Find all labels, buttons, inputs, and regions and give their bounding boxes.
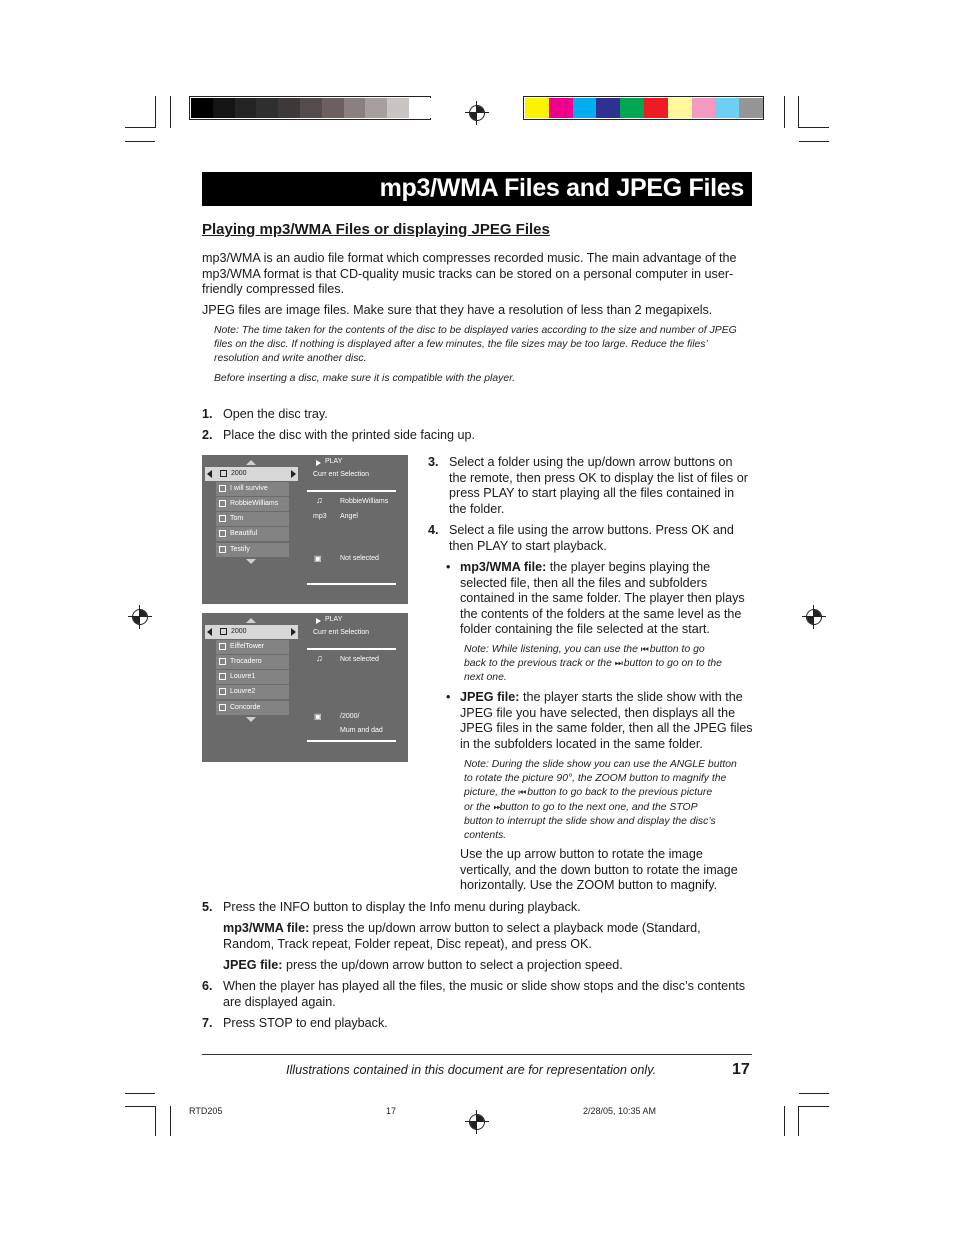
music-note-icon <box>219 515 226 522</box>
jpeg-paragraph: JPEG files are image files. Make sure that they have a resolution of less than 2 megapixels. <box>202 303 713 317</box>
list-item[interactable]: Beautiful <box>216 527 289 541</box>
list-item[interactable]: Testify <box>216 543 289 557</box>
photo-icon <box>219 643 226 650</box>
slug-date: 2/28/05, 10:35 AM <box>583 1106 657 1116</box>
color-swatch <box>715 98 739 118</box>
footer-divider <box>202 1054 752 1055</box>
divider <box>307 583 396 585</box>
color-swatch <box>191 98 213 118</box>
arrow-down-icon <box>246 717 256 722</box>
slug-model: RTD205 <box>189 1106 223 1116</box>
photo-icon <box>219 688 226 695</box>
next-track-icon: ⏭ <box>614 659 621 670</box>
color-calibration-bar <box>523 96 764 120</box>
list-item[interactable]: I will survive <box>216 482 289 496</box>
color-swatch <box>739 98 763 118</box>
music-browser-screen: 2000 I will survive RobbieWilliams Tom Beautiful Testify PLAY Curr ent Selection ♫ RobbieWilliams mp3 Angel ▣ Not selected <box>202 455 408 604</box>
color-swatch <box>365 98 387 118</box>
color-swatch <box>620 98 644 118</box>
color-swatch <box>596 98 620 118</box>
folder-row[interactable]: 2000 <box>205 625 298 639</box>
arrow-left-icon <box>207 470 212 478</box>
section-heading: Playing mp3/WMA Files or displaying JPEG Files <box>202 221 550 238</box>
folder-icon <box>219 500 226 507</box>
next-track-icon: ⏭ <box>493 802 500 813</box>
color-swatch <box>278 98 300 118</box>
previous-track-icon: ⏮ <box>640 645 647 655</box>
step-3: 3. Select a folder using the up/down arrow buttons on the remote, then press OK to display the list of files or press PLAY to start playing all the files contained in the folder. <box>428 455 748 516</box>
folder-icon <box>220 470 227 477</box>
note-compatibility: Before inserting a disc, make sure it is compatible with the player. <box>214 373 516 384</box>
step-6: 6. When the player has played all the files, the music or slide show stops and the disc’s contents are displayed again. <box>202 979 745 1009</box>
music-note-icon: ♫ <box>316 495 323 505</box>
registration-mark-icon <box>802 605 826 629</box>
music-note-icon <box>219 485 226 492</box>
note-slide-show: Note: During the slide show you can use the ANGLE button to rotate the picture 90°, the ZOOM button to magnify the picture, the ⏮ button to go back to the previous picture or the ⏭button to go to the next one, and the STOP button to interrupt the slide show and display the disc’s contents. <box>464 759 737 842</box>
color-swatch <box>549 98 573 118</box>
list-item[interactable]: EiffelTower <box>216 640 289 654</box>
color-swatch <box>213 98 235 118</box>
color-swatch <box>235 98 257 118</box>
color-swatch <box>668 98 692 118</box>
arrow-down-icon <box>246 559 256 564</box>
photo-icon <box>219 658 226 665</box>
list-item[interactable]: Tom <box>216 512 289 526</box>
step-1: 1. Open the disc tray. <box>202 407 328 421</box>
step-7: 7. Press STOP to end playback. <box>202 1016 388 1030</box>
note-display-time: Note: The time taken for the contents of the disc to be displayed varies according to the size and number of JPEG files on the disc. If nothing is displayed after a few minutes, the file sizes may be too large. Reduce the files’ resolution and write another disc. <box>214 325 737 365</box>
previous-track-icon: ⏮ <box>518 788 525 799</box>
divider <box>307 740 396 742</box>
photo-icon: ▣ <box>314 712 322 721</box>
footer-disclaimer: Illustrations contained in this document are for representation only. <box>286 1063 657 1077</box>
registration-mark-icon <box>128 605 152 629</box>
title-bar <box>202 172 752 206</box>
arrow-right-icon <box>291 470 296 478</box>
arrow-left-icon <box>207 628 212 636</box>
play-icon <box>316 618 321 624</box>
list-item[interactable]: Trocadero <box>216 655 289 669</box>
arrow-up-icon <box>246 460 256 465</box>
color-swatch <box>344 98 366 118</box>
gray-calibration-bar <box>189 96 431 120</box>
bullet-mp3: • mp3/WMA file: the player begins playing the selected file, then all the files and subfolders contained in the same folder. The player then plays the contents of the folders at the same level as the folder containing the file selected at the start. <box>446 560 745 637</box>
folder-icon <box>220 628 227 635</box>
color-swatch <box>644 98 668 118</box>
color-swatch <box>573 98 597 118</box>
music-note-icon <box>219 530 226 537</box>
divider <box>307 490 396 492</box>
bullet-jpeg: • JPEG file: the player starts the slide show with the JPEG file you have selected, then displays all the JPEG files in the same folder, then all the JPEG files in the subfolders located in the same folder. <box>446 690 753 751</box>
list-item[interactable]: Concorde <box>216 701 289 715</box>
intro-paragraph: mp3/WMA is an audio file format which compresses recorded music. The main advantage of the mp3/WMA format is that CD-quality music tracks can be stored on a personal computer in user- friendly compressed files. <box>202 251 737 297</box>
step-5-mp3: mp3/WMA file: press the up/down arrow button to select a playback mode (Standard, Random, Track repeat, Folder repeat, Disc repeat), and press OK. <box>223 921 701 951</box>
color-swatch <box>322 98 344 118</box>
step-5: 5. Press the INFO button to display the Info menu during playback. <box>202 900 581 914</box>
page-title: mp3/WMA Files and JPEG Files <box>379 174 744 202</box>
folder-row[interactable]: 2000 <box>205 467 298 481</box>
color-swatch <box>300 98 322 118</box>
note-track-navigation: Note: While listening, you can use the ⏮ button to go back to the previous track or the ⏭ button to go on to the next one. <box>464 644 722 684</box>
color-swatch <box>692 98 716 118</box>
color-swatch <box>409 98 431 118</box>
photo-icon <box>219 673 226 680</box>
photo-icon <box>219 704 226 711</box>
step-4: 4. Select a file using the arrow buttons. Press OK and then PLAY to start playback. <box>428 523 734 553</box>
color-swatch <box>525 98 549 118</box>
step-2: 2. Place the disc with the printed side facing up. <box>202 428 476 442</box>
arrow-right-icon <box>291 628 296 636</box>
color-swatch <box>256 98 278 118</box>
page-number: 17 <box>732 1061 750 1078</box>
rotate-paragraph: Use the up arrow button to rotate the image vertically, and the down button to rotate the image horizontally. Use the ZOOM button to magnify. <box>460 847 738 893</box>
step-5-jpeg: JPEG file: press the up/down arrow button to select a projection speed. <box>223 958 623 972</box>
music-note-icon <box>219 546 226 553</box>
photo-icon: ▣ <box>314 554 322 563</box>
arrow-up-icon <box>246 618 256 623</box>
photo-browser-screen: 2000 EiffelTower Trocadero Louvre1 Louvre2 Concorde PLAY Curr ent Selection ♫ Not selected ▣ /2000/ Mum and dad <box>202 613 408 762</box>
slug-page: 17 <box>386 1106 397 1116</box>
list-item[interactable]: Louvre2 <box>216 685 289 699</box>
music-note-icon: ♫ <box>316 653 323 663</box>
color-swatch <box>387 98 409 118</box>
play-icon <box>316 460 321 466</box>
list-item[interactable]: RobbieWilliams <box>216 497 289 511</box>
registration-mark-icon <box>465 101 489 125</box>
divider <box>307 648 396 650</box>
list-item[interactable]: Louvre1 <box>216 670 289 684</box>
registration-mark-icon <box>465 1110 489 1134</box>
